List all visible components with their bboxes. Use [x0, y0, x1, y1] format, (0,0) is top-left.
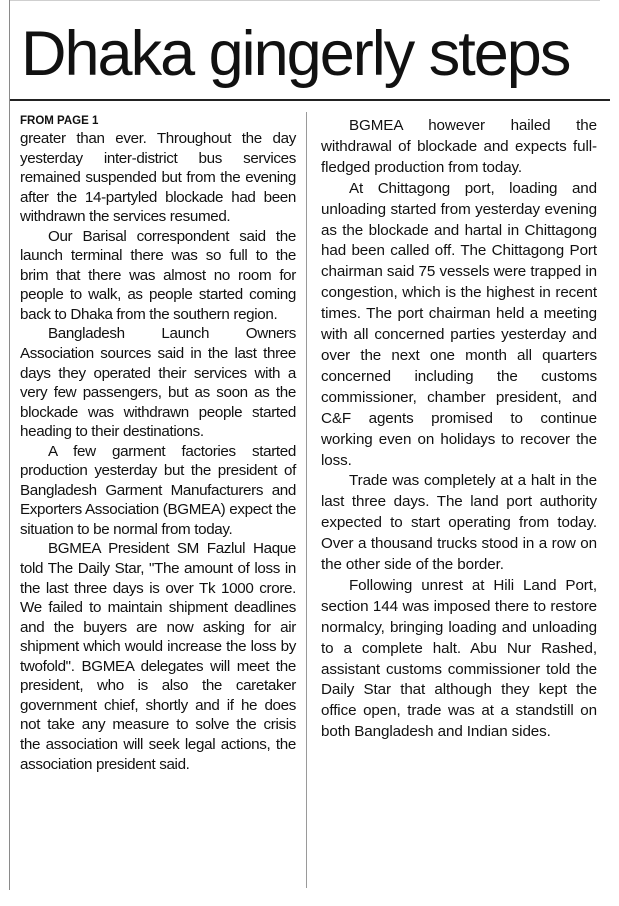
paragraph-land-port-trade: Trade was completely at a halt in the last three days. The land port authority expected to start operating from today. Over a thousand trucks stood in a row on the other side of the border.	[321, 472, 597, 574]
paragraph-hili-land-port: Following unrest at Hili Land Port, section 144 was imposed there to restore normalcy, bringing loading and unloading to a complete halt. Abu Nur Rashed, assistant customs commissioner told the Daily Star that although they kept the office open, trade was at a standstill on both Bangladesh and Indian sides.	[321, 576, 597, 741]
headline-rule	[10, 99, 610, 101]
headline: Dhaka gingerly steps	[21, 19, 570, 89]
paragraph-chittagong-port: At Chittagong port, loading and unloading started from yesterday evening as the blockade and hartal in Chittagong had been called off. The Chittagong Port chairman said 75 vessels were trapped in congestion, which is the highest in recent times. The port chairman held a meeting with all concerned parties yesterday and over the next one month all quarters concerned including the customs commissioner, chamber president, and C&F agents promised to continue working even on holidays to recover the loss.	[321, 179, 597, 469]
top-border-rule	[10, 0, 600, 1]
paragraph-garment-factories: A few garment factories started production yesterday but the president of Bangladesh Garment Manufacturers and Exporters Association (BGMEA) expect the situation to be normal from today.	[20, 442, 296, 538]
paragraph-bgmea-president-quote: BGMEA President SM Fazlul Haque told The Daily Star, "The amount of loss in the last three days is over Tk 1000 crore. We failed to maintain shipment deadlines and the buyers are now asking for air shipment which would increase the loss by twofold". BGMEA delegates will meet the president, who is also the caretaker government chief, shortly and if he does not take any measure to solve the crisis the association will seek legal actions, the association president said.	[20, 540, 296, 773]
paragraph-launch-owners-association: Bangladesh Launch Owners Association sources said in the last three days they operated their services with a very few passengers, but as soon as the blockade was withdrawn people started heading to their destinations.	[20, 325, 296, 441]
article-column-right	[321, 116, 597, 743]
paragraph-continuation: greater than ever. Throughout the day yesterday inter-district bus services remained suspended but from the evening after the 14-partyled blockade had been withdrawn the services resumed.	[20, 130, 296, 226]
article-column-left	[20, 114, 296, 774]
paragraph-bgmea-hailed-withdrawal: BGMEA however hailed the withdrawal of blockade and expects full-fledged production from today.	[321, 117, 597, 176]
paragraph-barisal-launch-terminal: Our Barisal correspondent said the launch terminal there was so full to the brim that there was almost no room for people to walk, as people started coming back to Dhaka from the southern region.	[20, 227, 296, 323]
left-border-rule	[9, 0, 10, 890]
dateline: FROM PAGE 1	[20, 115, 99, 127]
column-divider	[306, 112, 307, 888]
